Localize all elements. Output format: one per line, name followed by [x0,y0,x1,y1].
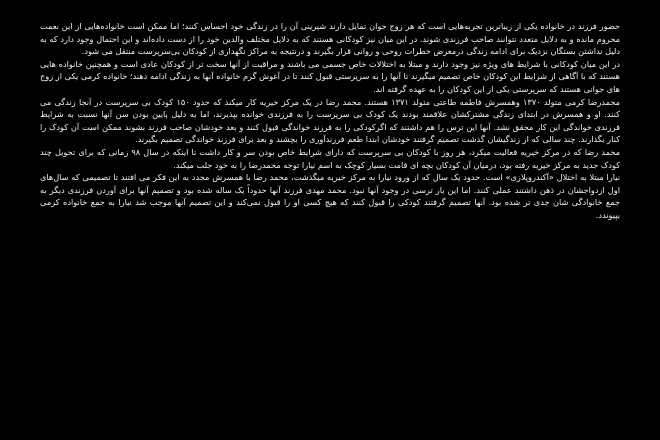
paragraph-adoption-decision: نیارا مبتلا به اختلال «آکندروپلازی» است. حدود یک سال که از ورود نیارا به مرکز خیریه میگذشت، محمد رضا با همسرش مجدد به این فکر می افتند تا تصمیمی که سال‌های اول ازدواجشان در ذهن داشتند عملی کنند. اما این بار ترسی در وجود آنها نبود. محمد مهدی فرزند آنها حدوداً یک ساله شده بود و تصمیم آنها برای آوردن فرزندی دیگر به جمع خانوادگی شان جدی تر شده بود. آنها تصمیم گرفتند کودکی را قبول کنند که هیچ کسی او را قبول نمی‌کند و این تصمیم آنها موجب شد نیارا به جمع خانواده کرمی بپیوندد. [40,172,620,220]
article-body [40,20,620,222]
paragraph-special-children: در این میان کودکانی با شرایط های ویژه نیز وجود دارند و مبتلا به اختلالات خاص جسمی می باشند و مراقبت از آنها سخت تر از کودکان عادی است و همچنین خانواده هایی هستند که با آگاهی از شرایط این کودکان خاص تصمیم میگیرند تا آنها را به سرپرستی قبول کنند تا در آغوش گرم خانواده آنها به زندگی ادامه دهند؛ خانواده کرمی یکی از زوج های جوانی هستند که سرپرستی یکی از این کودکان را به عهده گرفته اند. [40,58,620,94]
paragraph-intro: حضور فرزند در خانواده یکی از زیباترین تجربه‌هایی است که هر زوج جوان تمایل دارند شیرینی آن را در زندگی خود احساس کنند؛ اما ممکن است خانواده‌هایی از این نعمت محروم مانده و به دلایل متعدد نتوانند صاحب فرزندی شوند. در این میان نیز کودکانی هستند که به دلایل مختلف والدین خود را از دست داده‌اند و این احتمال وجود دارد که به دلیل نداشتن بستگان نزدیک برای ادامه زندگی درمعرض خطرات روحی و روانی قرار بگیرند و درنتیجه به مراکز نگهداری از کودکان بی‌سرپرست منتقل می شود. [40,21,620,57]
paragraph-karami-family: محمدرضا کرمی متولد ۱۳۷۰ وهمسرش فاطمه طاعتی متولد ۱۳۷۱ هستند. محمد رضا در یک مرکز خیریه کار میکند که حدود ۱۵۰ کودک بی سرپرست در آنجا زندگی می کنند. او و همسرش در ابتدای زندگی مشترکشان علاقمند بودند یک کودک بی سرپرست را به فرزندی خوانده بپذیرند، اما به دلیل پایین بودن سن آنها نسبت به شرایط فرزندی خواندگی این کار محقق نشد. آنها این ترس را هم داشتند که اگرکودکی را به فرزند خواندگی قبول کنند و بعد خودشان صاحب فرزند بشوند ممکن است آن کودک را کنار بگذارند. چند سالی که از زندگیشان گذشت تصمیم گرفتند خودشان ابتدا طعم فرزندآوری را بچشند و بعد برای فرزند خواندگی تصمیم بگیرند. [40,96,620,145]
paragraph-meeting-niara: محمد رضا که در مرکز خیریه فعالیت میکرد، هر روز با کودکان بی سرپرست که دارای شرایط خاص بودن سر و کار داشت تا اینکه در سال ۹۸ زمانی که برای تحویل چند کودک جدید به مرکز خیریه رفته بود، درمیان آن کودکان بچه ای قامت بسیار کوچک به اسم نیارا توجه محمدرضا را به خود جلب میکند. [40,146,620,170]
